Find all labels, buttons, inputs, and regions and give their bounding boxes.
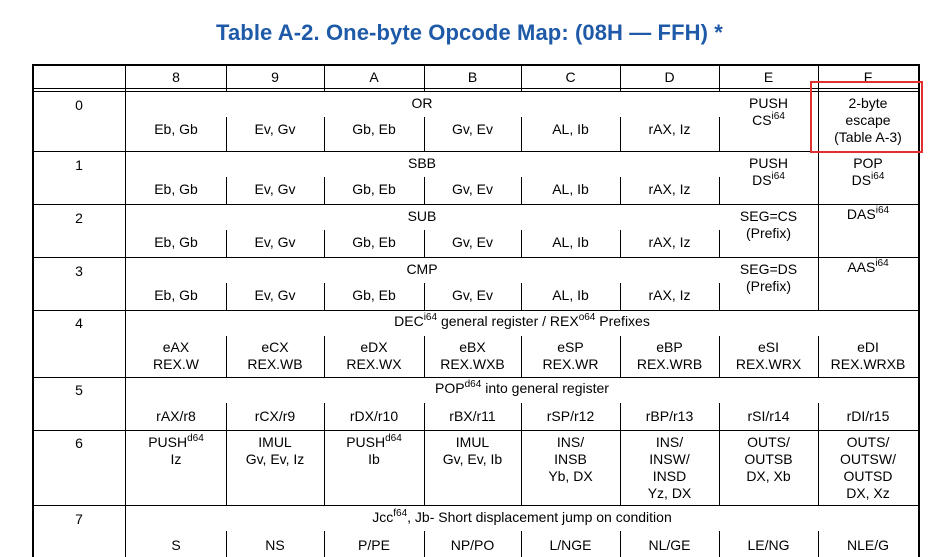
register-cell <box>126 339 226 373</box>
grid-hline <box>33 257 918 258</box>
opcode-e-2-text: (Prefix) <box>745 225 792 241</box>
register-cell-text: eBX <box>459 339 486 355</box>
opcode-cell <box>521 434 620 485</box>
row-4-description <box>126 313 918 329</box>
opcode-cell-text: Iz <box>170 451 182 467</box>
register-cell <box>719 339 818 373</box>
opcode-f-2-line <box>818 206 918 223</box>
opcode-cell <box>424 434 521 468</box>
operand-cell: Eb, Gb <box>154 287 198 303</box>
superscript: i64 <box>423 312 438 323</box>
opcode-f-1-line <box>818 155 918 172</box>
condition-cell: L/NGE <box>549 537 592 553</box>
condition-cell: LE/NG <box>747 537 790 553</box>
register-cell-text: eBP <box>656 339 683 355</box>
opcode-f-1-text: POP <box>853 155 883 171</box>
opcode-cell-line <box>424 451 521 468</box>
opcode-e-0-text: CS <box>752 112 772 128</box>
row-7-description <box>126 509 918 525</box>
opcode-f-1-text: DS <box>851 172 872 188</box>
opcode-cell <box>818 434 918 502</box>
opcode-e-1-line <box>719 155 818 172</box>
opcode-e-0 <box>719 95 818 129</box>
opcode-e-1 <box>719 155 818 189</box>
register-cell: rBX/r11 <box>449 408 496 424</box>
operand-cell: Ev, Gv <box>254 121 296 137</box>
register-cell: rDI/r15 <box>846 408 890 424</box>
grid-hline <box>33 204 918 205</box>
opcode-e-1-line <box>719 172 818 189</box>
opcode-cell-text: DX, Xz <box>846 485 890 501</box>
grid-vline <box>719 64 720 91</box>
opcode-cell-line <box>719 434 818 451</box>
opcode-cell-text: OUTSB <box>744 451 793 467</box>
superscript: i64 <box>771 111 785 122</box>
register-cell-line <box>521 356 620 373</box>
opcode-e-1-text: PUSH <box>749 155 788 171</box>
operand-cell: Gv, Ev <box>452 181 493 197</box>
operand-cell: AL, Ib <box>552 234 589 250</box>
register-cell: rAX/r8 <box>156 408 196 424</box>
opcode-e-2-line <box>719 208 818 225</box>
row-5-description <box>126 380 918 396</box>
operand-cell: AL, Ib <box>552 181 589 197</box>
opcode-f-3-text: AAS <box>847 259 876 275</box>
grid-vline <box>424 64 425 91</box>
opcode-cell-line <box>226 434 324 451</box>
condition-cell: P/PE <box>358 537 390 553</box>
group-label-or: OR <box>411 95 433 111</box>
register-cell-line <box>324 356 424 373</box>
opcode-cell <box>226 434 324 468</box>
register-cell-line <box>126 339 226 356</box>
opcode-e-3-text: (Prefix) <box>745 278 792 294</box>
grid-vline <box>620 64 621 91</box>
register-cell <box>818 339 918 373</box>
register-cell-line <box>521 339 620 356</box>
operand-cell: Eb, Gb <box>154 181 198 197</box>
column-header-c: C <box>565 69 576 85</box>
opcode-cell <box>324 434 424 468</box>
desc-text: Prefixes <box>595 313 650 329</box>
superscript: i64 <box>875 205 890 216</box>
highlight-box <box>810 81 923 153</box>
opcode-cell <box>719 434 818 485</box>
opcode-cell-line <box>818 434 918 451</box>
opcode-e-3-line <box>719 278 818 295</box>
register-cell-text: eAX <box>162 339 190 355</box>
register-cell-text: eDX <box>360 339 388 355</box>
opcode-cell-text: Yz, DX <box>647 485 692 501</box>
opcode-f-0-text: (Table A-3) <box>834 129 902 145</box>
opcode-cell-text: PUSH <box>346 434 386 450</box>
register-cell: rDX/r10 <box>349 408 399 424</box>
opcode-cell-text: INS/ <box>556 434 585 450</box>
superscript: d64 <box>385 433 402 444</box>
superscript: o64 <box>578 312 596 323</box>
opcode-f-3-line <box>818 259 918 276</box>
opcode-cell-line <box>521 434 620 451</box>
operand-cell: Gv, Ev <box>452 121 493 137</box>
opcode-cell-line <box>324 434 424 451</box>
opcode-e-0-line <box>719 112 818 129</box>
row-label-6: 6 <box>75 435 83 451</box>
operand-cell: Eb, Gb <box>154 121 198 137</box>
opcode-cell-text: OUTSD <box>843 468 893 484</box>
opcode-cell-line <box>424 434 521 451</box>
opcode-cell-line <box>818 451 918 468</box>
opcode-e-3-line <box>719 261 818 278</box>
register-cell-line <box>226 356 324 373</box>
register-cell-text: REX.WX <box>346 356 402 372</box>
opcode-f-2 <box>818 206 918 223</box>
grid-hline <box>33 64 920 66</box>
operand-cell: rAX, Iz <box>648 121 691 137</box>
superscript: i64 <box>875 258 889 269</box>
register-cell-text: REX.WXB <box>440 356 505 372</box>
register-cell-line <box>424 339 521 356</box>
opcode-cell-line <box>620 468 719 485</box>
desc-text: , Jb- Short displacement jump on condition <box>407 509 672 525</box>
opcode-cell-line <box>620 485 719 502</box>
opcode-cell-text: INSW/ <box>649 451 690 467</box>
opcode-cell-line <box>818 485 918 502</box>
condition-cell: NLE/G <box>846 537 889 553</box>
register-cell-line <box>818 356 918 373</box>
operand-cell: AL, Ib <box>552 121 589 137</box>
opcode-e-0-text: PUSH <box>749 95 788 111</box>
row-label-0: 0 <box>75 97 83 113</box>
operand-cell: Gb, Eb <box>352 181 396 197</box>
superscript: d64 <box>464 379 482 390</box>
operand-cell: rAX, Iz <box>648 234 691 250</box>
opcode-cell-line <box>226 451 324 468</box>
register-cell-line <box>226 339 324 356</box>
operand-cell: Eb, Gb <box>154 234 198 250</box>
register-cell <box>226 339 324 373</box>
register-cell <box>620 339 719 373</box>
grid-hline <box>33 151 918 152</box>
table-title: Table A-2. One-byte Opcode Map: (08H — FFH) * <box>216 20 723 45</box>
operand-cell: Gb, Eb <box>352 121 396 137</box>
opcode-cell-text: Gv, Ev, Ib <box>442 451 503 467</box>
register-cell <box>324 339 424 373</box>
opcode-cell-text: Yb, DX <box>548 468 593 484</box>
register-cell-line <box>620 356 719 373</box>
opcode-cell-line <box>521 468 620 485</box>
row-label-5: 5 <box>75 382 83 398</box>
opcode-cell-text: Ib <box>368 451 380 467</box>
column-header-a: A <box>369 69 379 85</box>
opcode-e-2-line <box>719 225 818 242</box>
opcode-cell-text: IMUL <box>455 434 490 450</box>
condition-cell: NP/PO <box>450 537 495 553</box>
condition-cell: S <box>171 537 181 553</box>
opcode-cell-line <box>719 468 818 485</box>
condition-cell: NS <box>265 537 285 553</box>
superscript: i64 <box>771 171 785 182</box>
register-cell: rCX/r9 <box>254 408 296 424</box>
row-label-3: 3 <box>75 263 83 279</box>
opcode-cell-text: INSD <box>652 468 687 484</box>
register-cell: rBP/r13 <box>645 408 694 424</box>
opcode-e-0-line <box>719 95 818 112</box>
opcode-cell-line <box>126 434 226 451</box>
opcode-cell-text: INS/ <box>655 434 684 450</box>
column-header-8: 8 <box>172 69 180 85</box>
grid-vline <box>226 64 227 91</box>
opcode-e-3 <box>719 261 818 295</box>
grid-hline <box>33 310 918 311</box>
opcode-f-0-text: escape <box>845 112 891 128</box>
register-cell-line <box>719 356 818 373</box>
register-cell-line <box>424 356 521 373</box>
row-label-4: 4 <box>75 315 83 331</box>
row-label-1: 1 <box>75 157 83 173</box>
opcode-cell-text: PUSH <box>148 434 188 450</box>
operand-cell: Gb, Eb <box>352 287 396 303</box>
register-cell-line <box>126 356 226 373</box>
opcode-cell-line <box>719 451 818 468</box>
desc-text: DEC <box>394 313 424 329</box>
opcode-cell-line <box>818 468 918 485</box>
register-cell-text: REX.W <box>153 356 199 372</box>
register-cell-line <box>324 339 424 356</box>
register-cell: rSP/r12 <box>546 408 595 424</box>
opcode-cell-line <box>126 451 226 468</box>
superscript: d64 <box>187 433 204 444</box>
opcode-cell-text: IMUL <box>258 434 292 450</box>
operand-cell: Ev, Gv <box>254 234 296 250</box>
register-cell <box>424 339 521 373</box>
column-header-f: F <box>863 69 873 85</box>
column-header-b: B <box>467 69 478 85</box>
column-header-9: 9 <box>271 69 279 85</box>
opcode-cell <box>620 434 719 502</box>
group-label-cmp: CMP <box>406 261 438 277</box>
register-cell-text: eSI <box>757 339 779 355</box>
column-header-d: D <box>664 69 675 85</box>
grid-hline <box>33 377 918 378</box>
column-header-e: E <box>763 69 774 85</box>
opcode-cell-text: OUTSW/ <box>840 451 896 467</box>
grid-hline <box>33 91 918 92</box>
operand-cell: Ev, Gv <box>254 181 296 197</box>
opcode-e-3-text: SEG=DS <box>739 261 798 277</box>
opcode-e-2 <box>719 208 818 242</box>
opcode-cell-line <box>620 451 719 468</box>
opcode-f-3 <box>818 259 918 276</box>
register-cell: rSI/r14 <box>747 408 790 424</box>
opcode-cell-text: DX, Xb <box>746 468 791 484</box>
grid-vline <box>324 64 325 91</box>
register-cell-text: eCX <box>261 339 289 355</box>
superscript: f64 <box>393 508 408 519</box>
opcode-e-1-text: DS <box>752 172 772 188</box>
row-label-2: 2 <box>75 210 83 226</box>
opcode-cell-text: INSB <box>554 451 587 467</box>
opcode-cell <box>126 434 226 468</box>
grid-hline <box>33 505 918 506</box>
register-cell-text: eDI <box>857 339 879 355</box>
grid-hline <box>33 88 918 89</box>
register-cell <box>521 339 620 373</box>
grid-vline <box>521 64 522 91</box>
register-cell-line <box>719 339 818 356</box>
opcode-f-1 <box>818 155 918 189</box>
grid-hline <box>33 430 918 431</box>
superscript: i64 <box>871 171 885 182</box>
opcode-cell-text: Gv, Ev, Iz <box>245 451 305 467</box>
operand-cell: Gb, Eb <box>352 234 396 250</box>
group-label-sub: SUB <box>407 208 437 224</box>
opcode-cell-line <box>521 451 620 468</box>
condition-cell: NL/GE <box>648 537 691 553</box>
desc-text: Jcc <box>372 509 394 525</box>
register-cell-text: REX.WB <box>247 356 303 372</box>
opcode-cell-text: OUTS/ <box>846 434 890 450</box>
desc-text: general register / REX <box>437 313 579 329</box>
operand-cell: Gv, Ev <box>452 287 493 303</box>
row-label-7: 7 <box>75 511 83 527</box>
register-cell-line <box>620 339 719 356</box>
operand-cell: rAX, Iz <box>648 287 691 303</box>
operand-cell: Ev, Gv <box>254 287 296 303</box>
register-cell-text: REX.WRX <box>735 356 802 372</box>
opcode-e-2-text: SEG=CS <box>739 208 798 224</box>
operand-cell: Gv, Ev <box>452 234 493 250</box>
register-cell-text: REX.WR <box>542 356 599 372</box>
opcode-f-1-line <box>818 172 918 189</box>
operand-cell: AL, Ib <box>552 287 589 303</box>
register-cell-text: REX.WRXB <box>830 356 906 372</box>
register-cell-text: REX.WRB <box>636 356 703 372</box>
opcode-cell-line <box>324 451 424 468</box>
opcode-cell-line <box>620 434 719 451</box>
desc-text: into general register <box>481 380 609 396</box>
desc-text: POP <box>435 380 465 396</box>
opcode-f-0-text: 2-byte <box>848 95 888 111</box>
opcode-cell-text: OUTS/ <box>747 434 790 450</box>
opcode-f-2-text: DAS <box>846 206 876 222</box>
register-cell-text: eSP <box>557 339 584 355</box>
register-cell-line <box>818 339 918 356</box>
group-label-sbb: SBB <box>407 155 436 171</box>
operand-cell: rAX, Iz <box>648 181 691 197</box>
